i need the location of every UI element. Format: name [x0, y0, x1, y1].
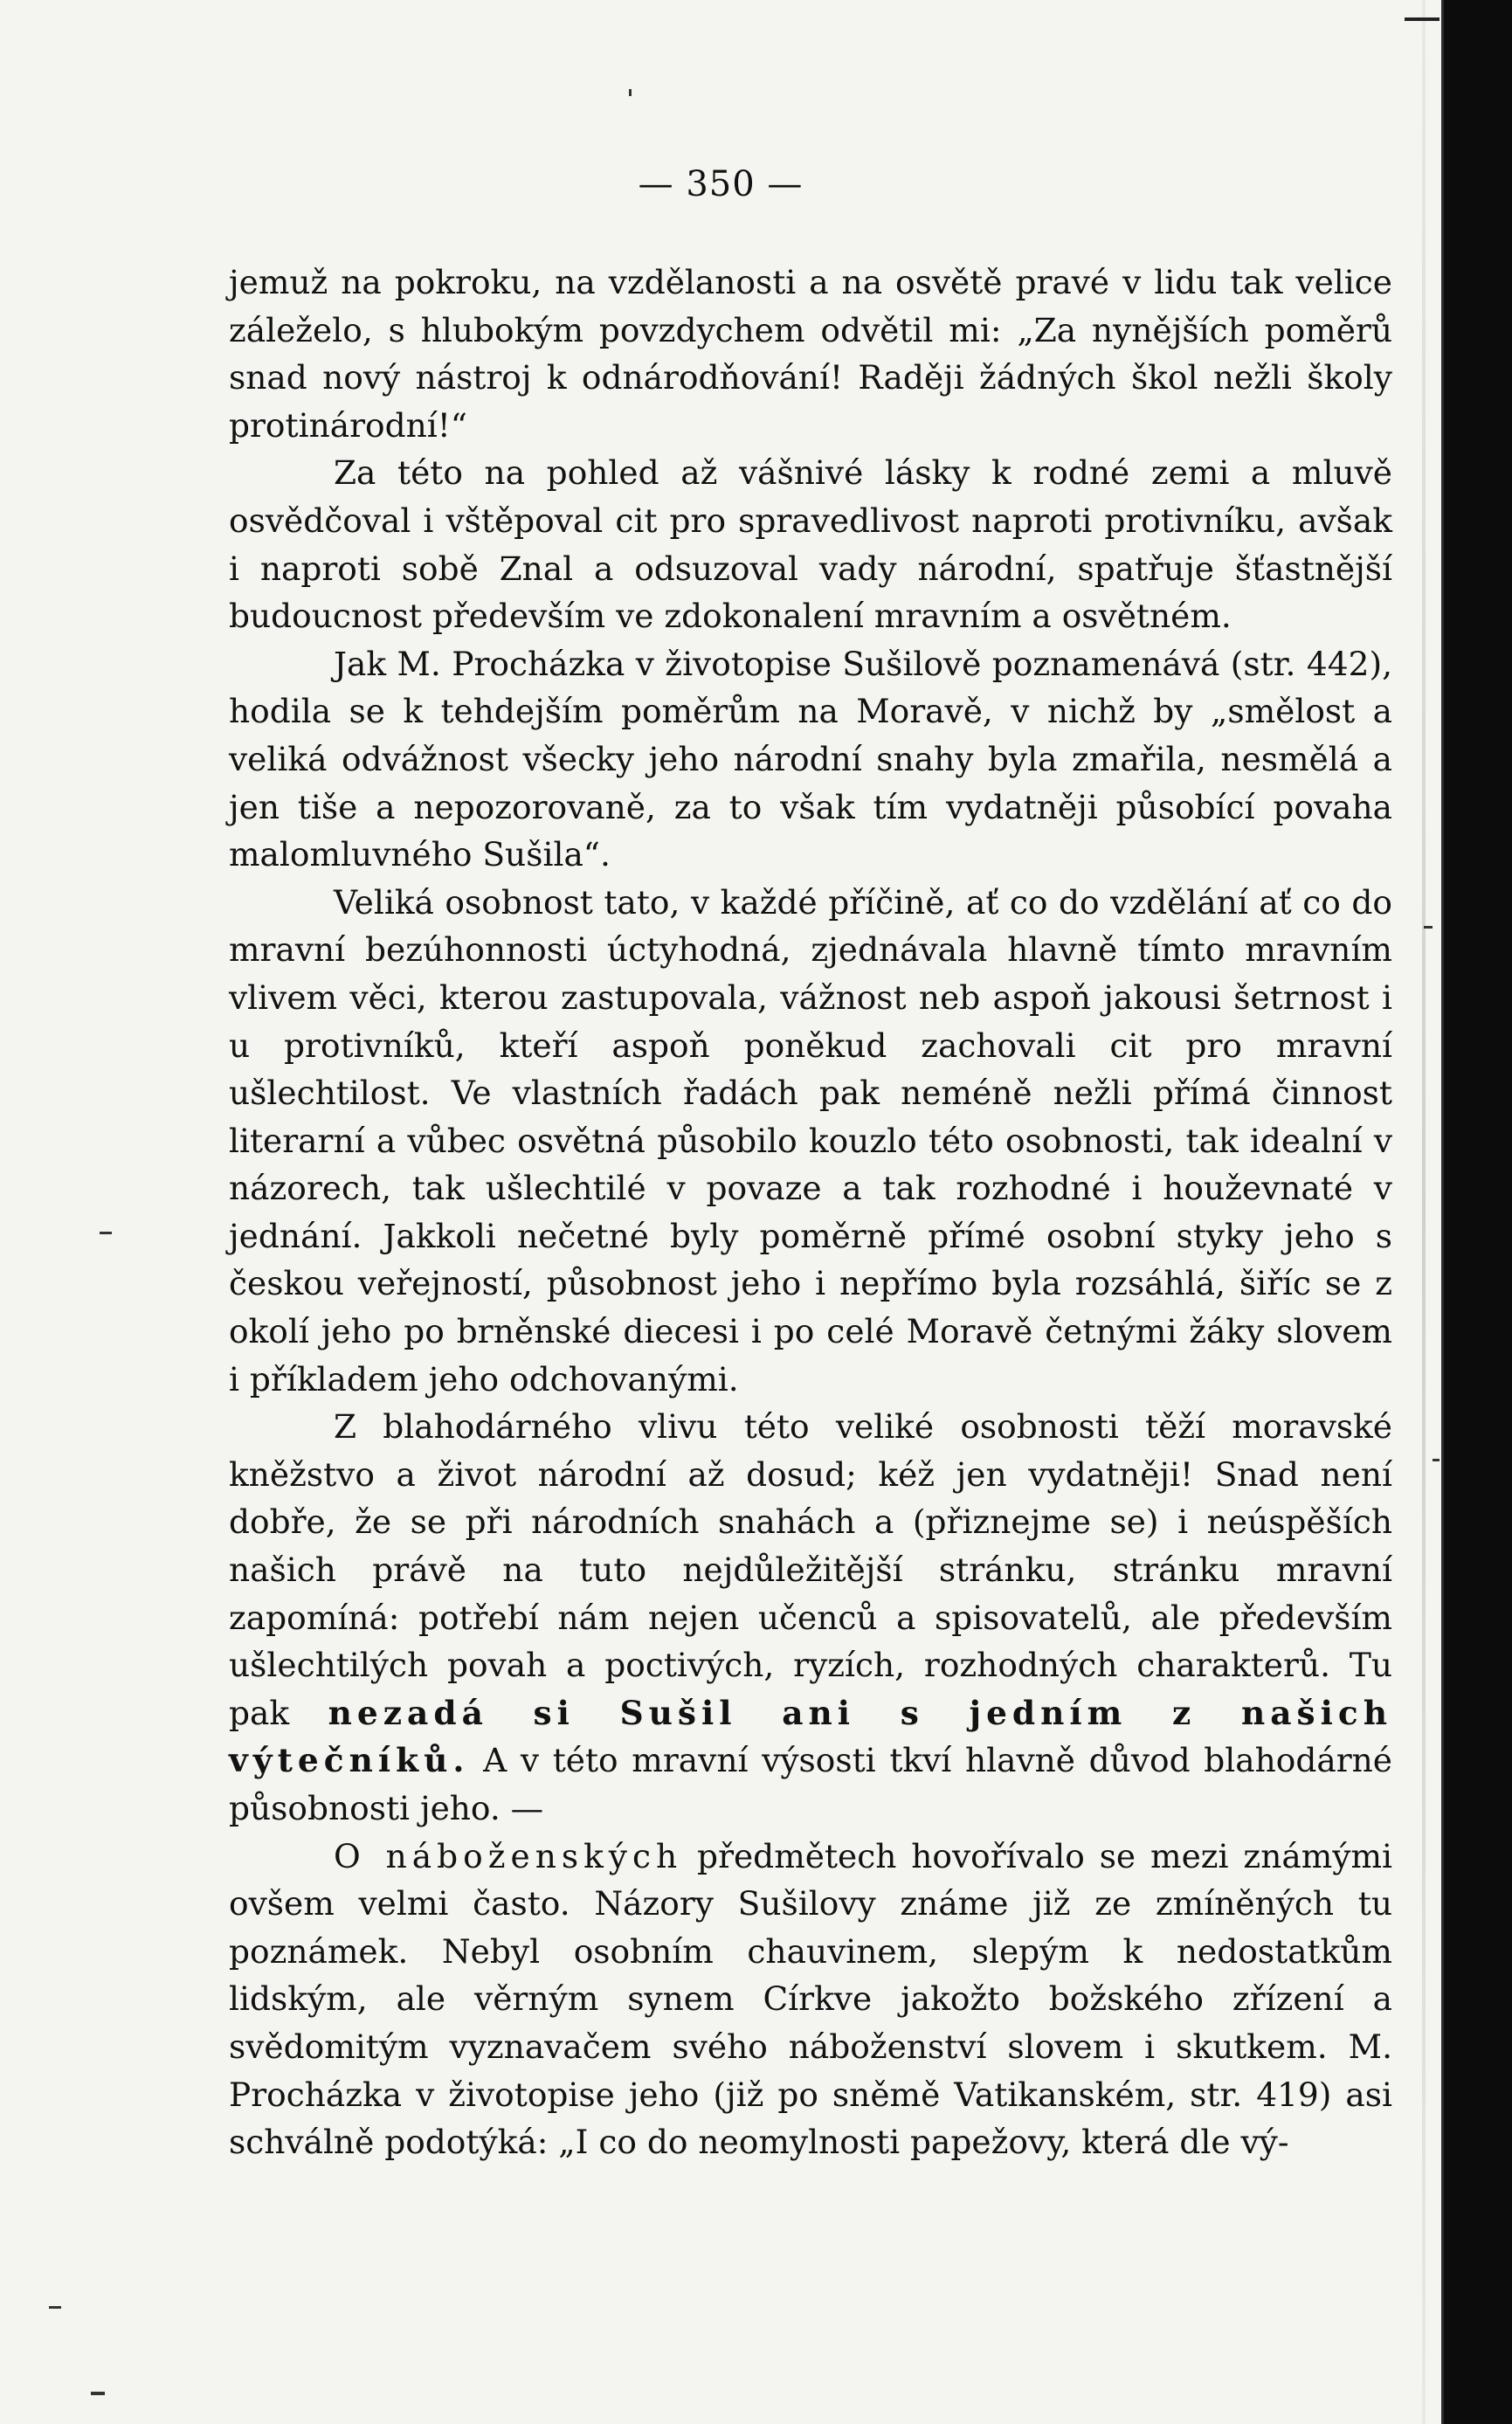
paragraph-1: jemuž na pokroku, na vzdělanosti a na osvětě pravé v lidu tak velice záleželo, s hlubokým povzdychem odvětil mi: „Za nynějších poměrů snad nový nástroj k odnárodňování! Raději žádných škol nežli školy protinárodní!“ — [229, 263, 1392, 445]
paragraph-6 — [229, 1833, 1392, 2166]
corner-scan-mark — [1405, 17, 1440, 21]
scan-speck — [1433, 1459, 1440, 1461]
paragraph-5-emphasis: nezadá si Sušil ani s jedním z našich výtečníků. — [229, 1693, 1393, 1780]
paragraph-6-text: předmětech hovořívalo se mezi známými ovšem velmi často. Názory Sušilovy známe již ze zmíněných tu poznámek. Nebyl osobním chauvinem, slepým k nedostatkům lidským, ale věrným synem Církve jakožto božského zřízení a svědomitým vyznavačem svého náboženství slovem i skutkem. M. Procházka v životopise jeho (již po sněmě Vatikanském, str. 419) asi schválně podotýká: „I co do neomylnosti papežovy, která dle vý- — [229, 1836, 1392, 2162]
paragraph-5-text-start: Z blahodárného vlivu této veliké osobnosti těží moravské kněžstvo a život národní až dosud; kéž jen vydatněji! Snad není dobře, že se při národních snahách a (přiznejme se) i neúspěších našich právě na tuto nejdůležitější stránku, stránku mravní zapomíná: potřebí nám nejen učenců a spisovatelů, ale především ušlechtilých povah a poctivých, ryzích, rozhodných charakterů. Tu pak — [229, 1407, 1392, 1732]
paragraph-2: Za této na pohled až vášnivé lásky k rodné zemi a mluvě osvědčoval i vštěpoval cit pro spravedlivost naproti protivníku, avšak i naproti sobě Znal a odsuzoval vady národní, spatřuje šťastnější budoucnost především ve zdokonalení mravním a osvětném. — [229, 453, 1392, 636]
page-fold-shadow — [1422, 0, 1426, 2424]
scan-speck — [91, 2392, 105, 2395]
paragraph-6-emphasis: O náboženských — [334, 1836, 683, 1875]
scan-speck — [629, 89, 632, 96]
scan-speck — [1424, 926, 1433, 929]
body-text — [229, 259, 1392, 2166]
paragraph-5-text-end: A v této mravní výsosti tkví hlavně důvod blahodárné působnosti jeho. — — [229, 1741, 1392, 1827]
page-number: — 350 — — [638, 164, 804, 204]
scan-speck — [49, 2306, 61, 2309]
scan-speck — [100, 1232, 112, 1234]
paragraph-5 — [229, 1403, 1392, 1832]
paragraph-3: Jak M. Procházka v životopise Sušilově poznamenává (str. 442), hodila se k tehdejším poměrům na Moravě, v nichž by „smělost a veliká odvážnost všecky jeho národní snahy byla zmařila, nesmělá a jen tiše a nepozorovaně, za to však tím vydatněji působící povaha malomluvného Sušila“. — [229, 644, 1392, 874]
paragraph-4: Veliká osobnost tato, v každé příčině, ať co do vzdělání ať co do mravní bezúhonnosti úctyhodná, zjednávala hlavně tímto mravním vlivem věci, kterou zastupovala, vážnost neb aspoň jakousi šetrnost i u protivníků, kteří aspoň poněkud zachovali cit pro mravní ušlechtilost. Ve vlastních řadách pak neméně nežli přímá činnost literarní a vůbec osvětná působilo kouzlo této osobnosti, tak idealní v názorech, tak ušlechtilé v povaze a tak rozhodné i houževnaté v jednání. Jakkoli nečetné byly poměrně přímé osobní styky jeho s českou veřejností, působnost jeho i nepřímo byla rozsáhlá, šiříc se z okolí jeho po brněnské diecesi i po celé Moravě četnými žáky slovem i příkladem jeho odchovanými. — [229, 882, 1392, 1398]
